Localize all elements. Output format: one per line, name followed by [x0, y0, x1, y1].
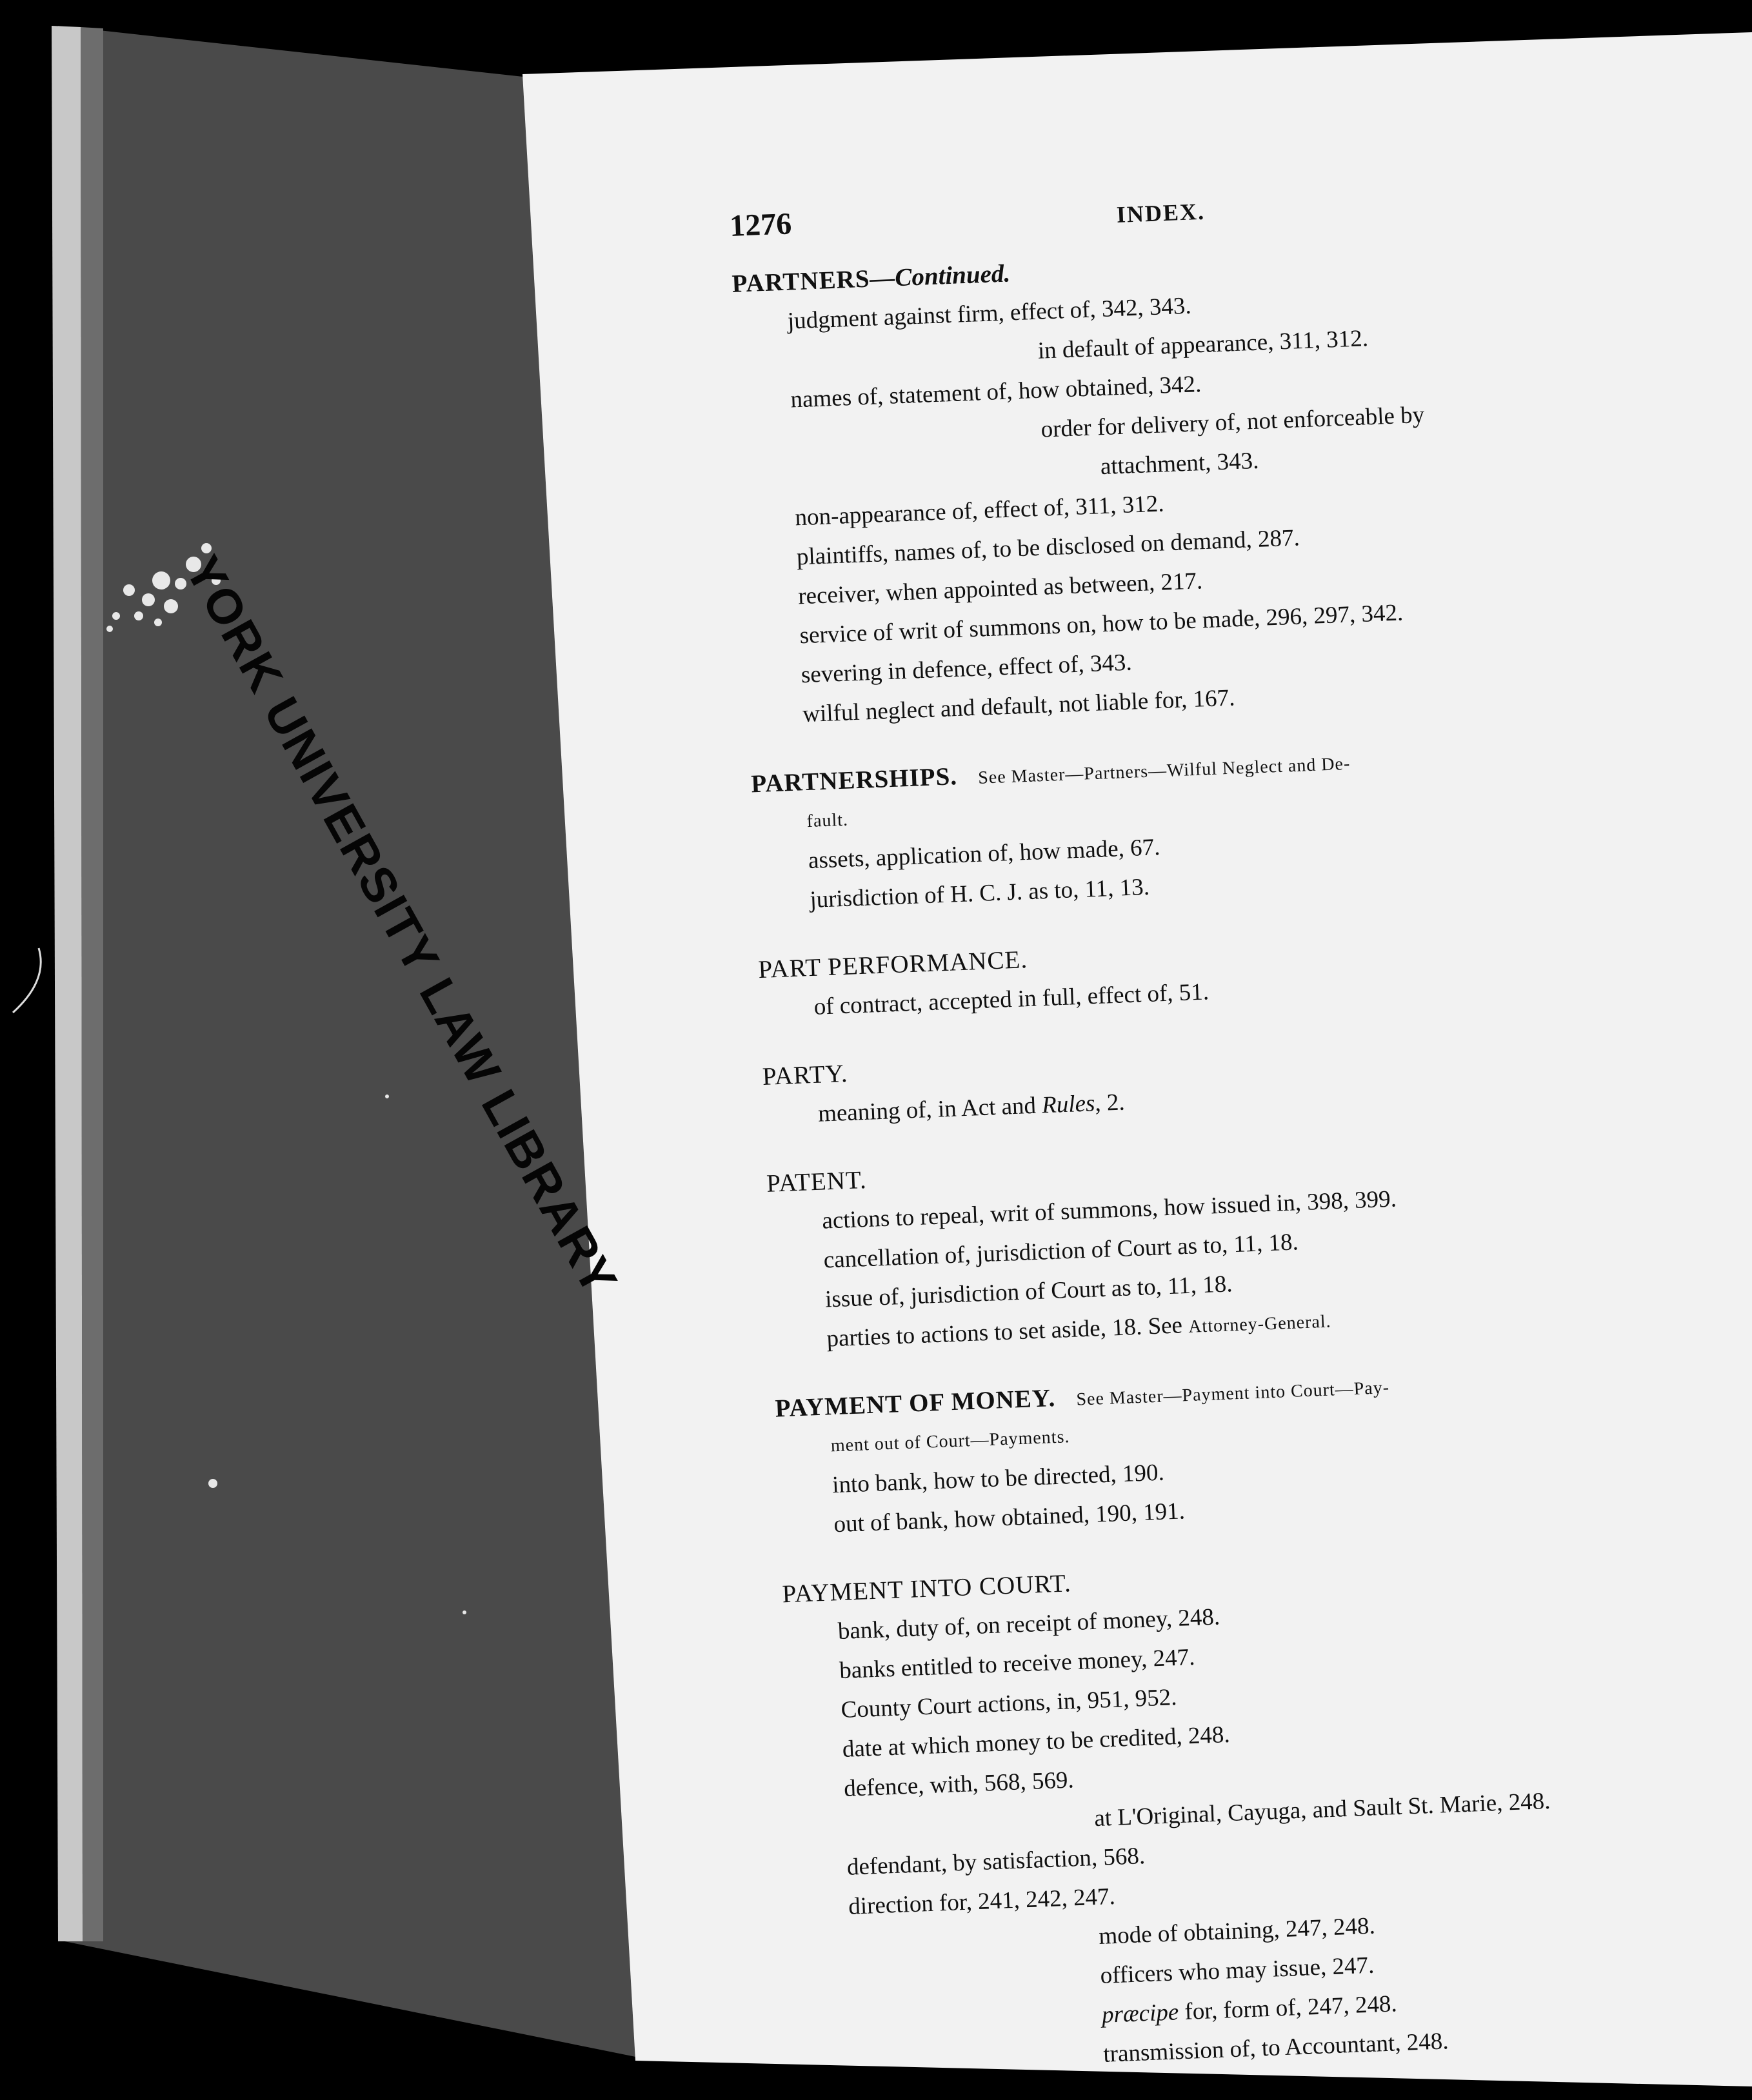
- running-head: INDEX.: [1116, 198, 1206, 228]
- entry-heading: PAYMENT OF MONEY. See Master—Payment into Court—Pay-: [774, 1378, 1390, 1423]
- entry-line: at L'Original, Cayuga, and Sault St. Marie, 248.: [1093, 1787, 1551, 1832]
- entry-line: actions to repeal, writ of summons, how issued in, 398, 399.: [821, 1185, 1397, 1234]
- entry-heading: PART PERFORMANCE.: [757, 946, 1028, 984]
- entry-line: parties to actions to set aside, 18. See Attorney-General.: [826, 1311, 1332, 1352]
- entry-line: meaning of, in Act and Rules, 2.: [817, 1089, 1126, 1127]
- entry-line: assets, application of, how made, 67.: [808, 834, 1161, 875]
- entry-line: direction for, 241, 242, 247.: [848, 1883, 1116, 1920]
- entry-heading: PARTY.: [762, 1059, 849, 1091]
- entry-line: officers who may issue, 247.: [1099, 1952, 1375, 1989]
- entry-line: date at which money to be credited, 248.: [842, 1721, 1231, 1763]
- entry-heading: PARTNERSHIPS. See Master—Partners—Wilful Neglect and De-: [750, 753, 1351, 798]
- entry-line: order for delivery of, not enforceable by: [1040, 401, 1425, 443]
- entry-line: mode of obtaining, 247, 248.: [1098, 1912, 1376, 1950]
- page-number: 1276: [729, 206, 793, 243]
- entry-line: bank, duty of, on receipt of money, 248.: [837, 1603, 1220, 1645]
- entry-line: of contract, accepted in full, effect of, 51.: [813, 978, 1209, 1020]
- entry-line: præcipe for, form of, 247, 248.: [1101, 1990, 1398, 2028]
- entry-line: severing in defence, effect of, 343.: [801, 649, 1133, 689]
- entry-line: attachment, 343.: [1100, 447, 1260, 480]
- entry-line: plaintiffs, names of, to be disclosed on demand, 287.: [796, 524, 1300, 571]
- entry-line: names of, statement of, how obtained, 342.: [790, 371, 1202, 413]
- entry-heading: PAYMENT INTO COURT.: [781, 1569, 1072, 1609]
- entry-line: defendant, by satisfaction, 568.: [846, 1843, 1146, 1881]
- entry-heading: PATENT.: [766, 1165, 868, 1198]
- entry-line: judgment against firm, effect of, 342, 343.: [787, 292, 1192, 335]
- entry-line: receiver, when appointed as between, 217.: [797, 568, 1203, 610]
- entry-line: service of writ of summons on, how to be made, 296, 297, 342.: [799, 599, 1404, 649]
- entry-line: non-appearance of, effect of, 311, 312.: [794, 490, 1165, 531]
- entry-heading: PARTNERS—Continued.: [731, 259, 1011, 298]
- entry-line: banks entitled to receive money, 247.: [839, 1643, 1196, 1685]
- entry-line: into bank, how to be directed, 190.: [831, 1459, 1165, 1499]
- entry-line: wilful neglect and default, not liable for, 167.: [802, 684, 1236, 728]
- entry-line: transmission of, to Accountant, 248.: [1102, 2028, 1449, 2068]
- entry-line: in default of appearance, 311, 312.: [1037, 325, 1369, 364]
- index-page-text: [729, 169, 1752, 2085]
- entry-line: issue of, jurisdiction of Court as to, 11, 18.: [824, 1271, 1233, 1313]
- entry-line: cancellation of, jurisdiction of Court as to, 11, 18.: [823, 1229, 1299, 1274]
- entry-line: fault.: [806, 809, 849, 832]
- entry-line: defence, with, 568, 569.: [843, 1767, 1075, 1802]
- entry-line: jurisdiction of H. C. J. as to, 11, 13.: [809, 873, 1150, 913]
- entry-line: ment out of Court—Payments.: [830, 1427, 1070, 1456]
- entry-line: out of bank, how obtained, 190, 191.: [833, 1498, 1186, 1538]
- entry-line: County Court actions, in, 951, 952.: [840, 1684, 1178, 1724]
